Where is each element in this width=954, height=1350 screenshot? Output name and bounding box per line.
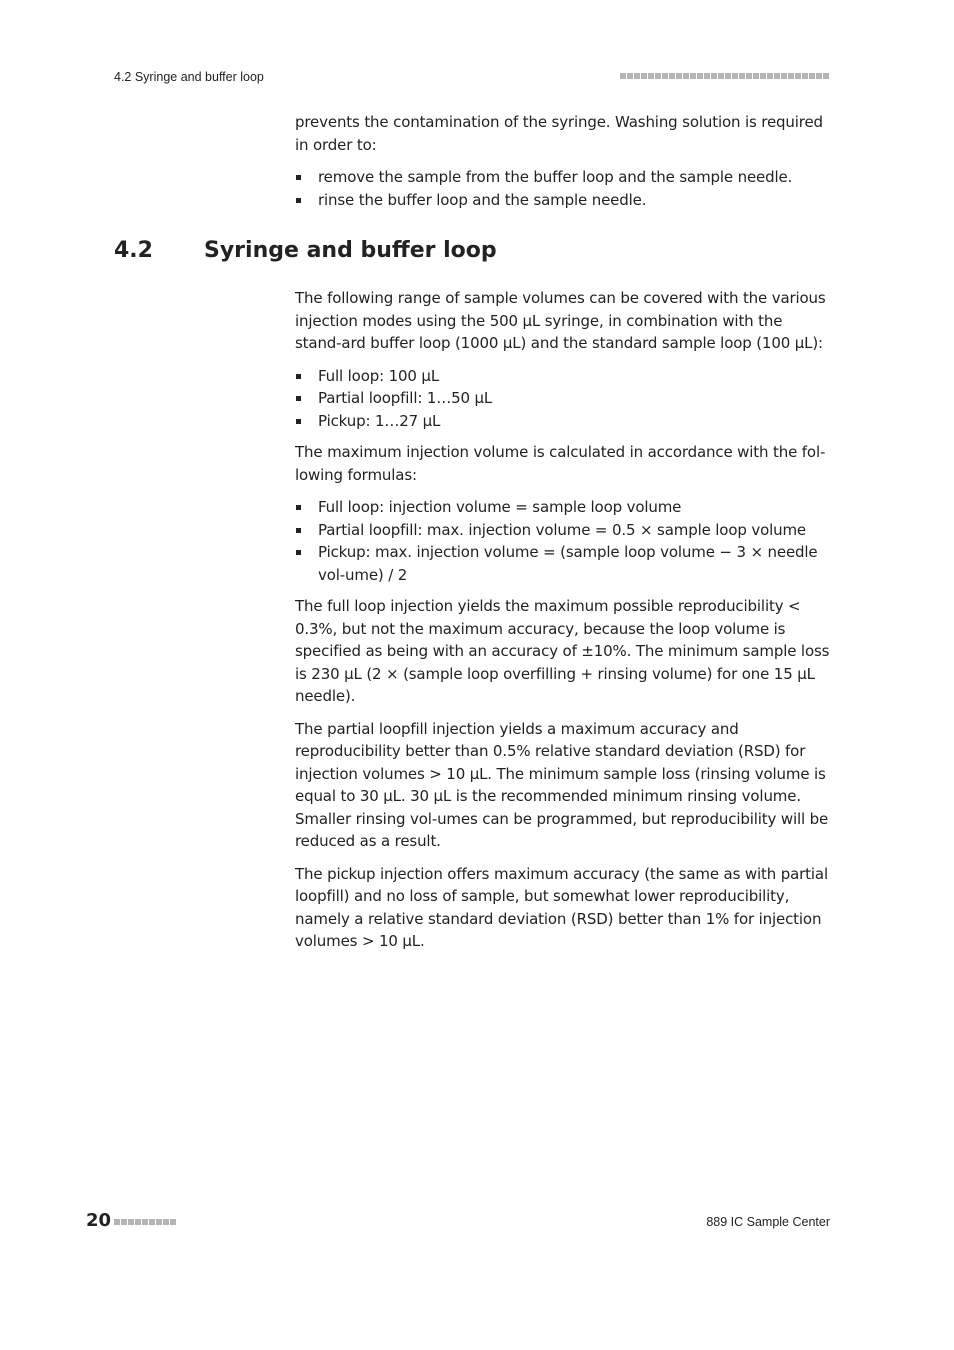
- body-paragraph: The pickup injection offers maximum accuracy (the same as with partial loopfill) and no loss of sample, but somewhat lower reproducibility, namely a relative standard deviation (RSD) better than 1% for injection volumes > 10 µL.: [295, 864, 828, 950]
- intro-bullet-list: [295, 166, 830, 211]
- intro-block: [295, 111, 830, 220]
- list-item: rinse the buffer loop and the sample needle.: [295, 189, 830, 212]
- body-paragraph: The following range of sample volumes can be covered with the various injection modes using the 500 µL syringe, in combination with the stand-ard buffer loop (1000 µL) and the standard sample loop (100 µL):: [295, 289, 826, 352]
- header-decorative-dots: [620, 73, 829, 79]
- body-paragraph: The partial loopfill injection yields a maximum accuracy and reproducibility better than 0.5% relative standard deviation (RSD) for injection volumes > 10 µL. The minimum sample loss (rinsing volume is equal to 30 µL. 30 µL is the recommended minimum rinsing volume. Smaller rinsing vol-umes can be programmed, but reproducibility will be reduced as a result.: [295, 719, 829, 850]
- body-paragraph: The maximum injection volume is calculated in accordance with the fol-lowing formulas:: [295, 443, 826, 484]
- section-number: 4.2: [114, 238, 153, 263]
- list-item: remove the sample from the buffer loop and the sample needle.: [295, 166, 830, 189]
- section-heading: [114, 238, 497, 263]
- formula-list: [295, 496, 830, 586]
- list-item: Partial loopfill: max. injection volume = 0.5 × sample loop volume: [295, 519, 830, 542]
- list-item: Pickup: max. injection volume = (sample loop volume − 3 × needle vol-ume) / 2: [295, 541, 830, 586]
- list-item: Full loop: injection volume = sample loop volume: [295, 496, 830, 519]
- volume-range-list: [295, 365, 830, 433]
- footer-decorative-dots: [114, 1219, 176, 1225]
- body-paragraph: The full loop injection yields the maximum possible reproducibility < 0.3%, but not the maximum accuracy, because the loop volume is specified as being with an accuracy of ±10%. The minimum sample loss is 230 µL (2 × (sample loop overfilling + rinsing volume) for one 15 µL needle).: [295, 597, 830, 705]
- intro-paragraph: prevents the contamination of the syringe. Washing solution is required in order to:: [295, 113, 823, 154]
- list-item: Pickup: 1…27 µL: [295, 410, 830, 433]
- section-body: [295, 287, 830, 963]
- running-footer-product: 889 IC Sample Center: [706, 1215, 830, 1229]
- page-number: 20: [86, 1210, 112, 1231]
- list-item: Full loop: 100 µL: [295, 365, 830, 388]
- list-item: Partial loopfill: 1…50 µL: [295, 387, 830, 410]
- section-title: Syringe and buffer loop: [204, 238, 497, 263]
- running-header-section: 4.2 Syringe and buffer loop: [114, 70, 264, 84]
